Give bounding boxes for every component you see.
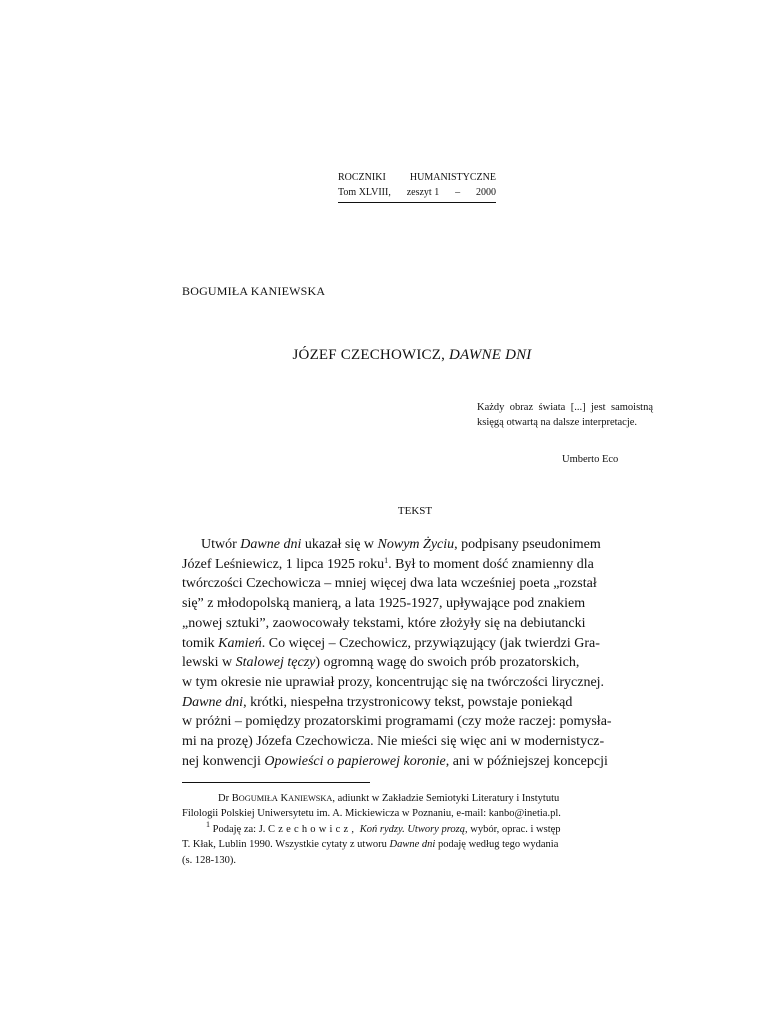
body-line: w tym okresie nie uprawiał prozy, koncentrując się na twórczości lirycznej. (182, 674, 605, 690)
journal-name-part2: HUMANISTYCZNE (409, 172, 496, 183)
body-line: twórczości Czechowicza – mniej więcej dwa lata wcześniej poeta „rozstał (182, 576, 597, 592)
body-line: mi na prozę) Józefa Czechowicza. Nie mieści się więc ani w modernistycz- (182, 734, 605, 750)
footnote-ref[interactable]: 1 (384, 555, 389, 565)
journal-name (338, 170, 496, 185)
body-line: Józef Leśniewicz, 1 lipca 1925 roku$^1$. Był to moment dość znamienny dla (182, 555, 594, 572)
footnote-line: Filologii Polskiej Uniwersytetu im. A. Mickiewicza w Poznaniu, e-mail: kanbo@inetia.pl. (182, 808, 561, 820)
body-line: Utwór Dawne dni ukazał się w Nowym Życiu, podpisany pseudonimem (201, 537, 601, 552)
body-line: nej konwencji Opowieści o papierowej koronie, ani w późniejszej koncepcji (182, 753, 608, 769)
journal-dash: – (455, 187, 461, 198)
body-line: Dawne dni, krótki, niespełna trzystronicowy tekst, powstaje poniekąd (182, 694, 573, 710)
journal-issue: zeszyt 1 (406, 187, 440, 198)
article-author: BOGUMIŁA KANIEWSKA (182, 284, 326, 298)
journal-header-rule (338, 202, 496, 203)
journal-volume: Tom XLVIII, (338, 187, 391, 198)
footnote-line: (s. 128-130). (182, 854, 236, 866)
footnote-1: $^1$ Podaję za: J. Czechowicz, Koń rydzy. Utwory prozą, wybór, oprac. i wstęp (206, 819, 561, 835)
journal-volume-line (338, 185, 496, 200)
footnote-separator (182, 782, 370, 783)
epigraph-quote: Każdy obraz świata [...] jest samoistną księgą otwartą na dalsze interpretacje. (477, 402, 653, 428)
footnote-line: T. Kłak, Lublin 1990. Wszystkie cytaty z utworu Dawne dni podaję według tego wydania (182, 839, 559, 851)
journal-year: 2000 (475, 187, 496, 198)
body-line: tomik Kamień. Co więcej – Czechowicz, przywiązujący (jak twierdzi Gra- (182, 635, 600, 651)
title-italic: DAWNE DNI (449, 347, 532, 363)
footnote-author-info: Dr BOGUMIŁA KANIEWSKA, adiunkt w Zakładzie Semiotyki Literatury i Instytutu (218, 793, 560, 804)
title-main: JÓZEF CZECHOWICZ, (292, 347, 446, 363)
section-heading: TEKST (397, 505, 433, 517)
journal-name-part1: ROCZNIKI (338, 172, 386, 183)
body-paragraph (182, 535, 653, 771)
body-line: lewski w Stalowej tęczy) ogromną wagę do swoich prób prozatorskich, (182, 655, 580, 671)
footnotes (182, 791, 653, 868)
epigraph-author: Umberto Eco (562, 454, 619, 465)
body-line: w próżni – pomiędzy prozatorskimi programami (czy może raczej: pomysła- (182, 714, 612, 730)
article-title (0, 347, 768, 364)
journal-header (338, 170, 496, 203)
body-line: „nowej sztuki”, zaowocowały tekstami, które złożyły się na debiutancki (182, 615, 586, 631)
body-line: się” z młodopolską manierą, a lata 1925-1927, upływające pod znakiem (182, 596, 586, 612)
